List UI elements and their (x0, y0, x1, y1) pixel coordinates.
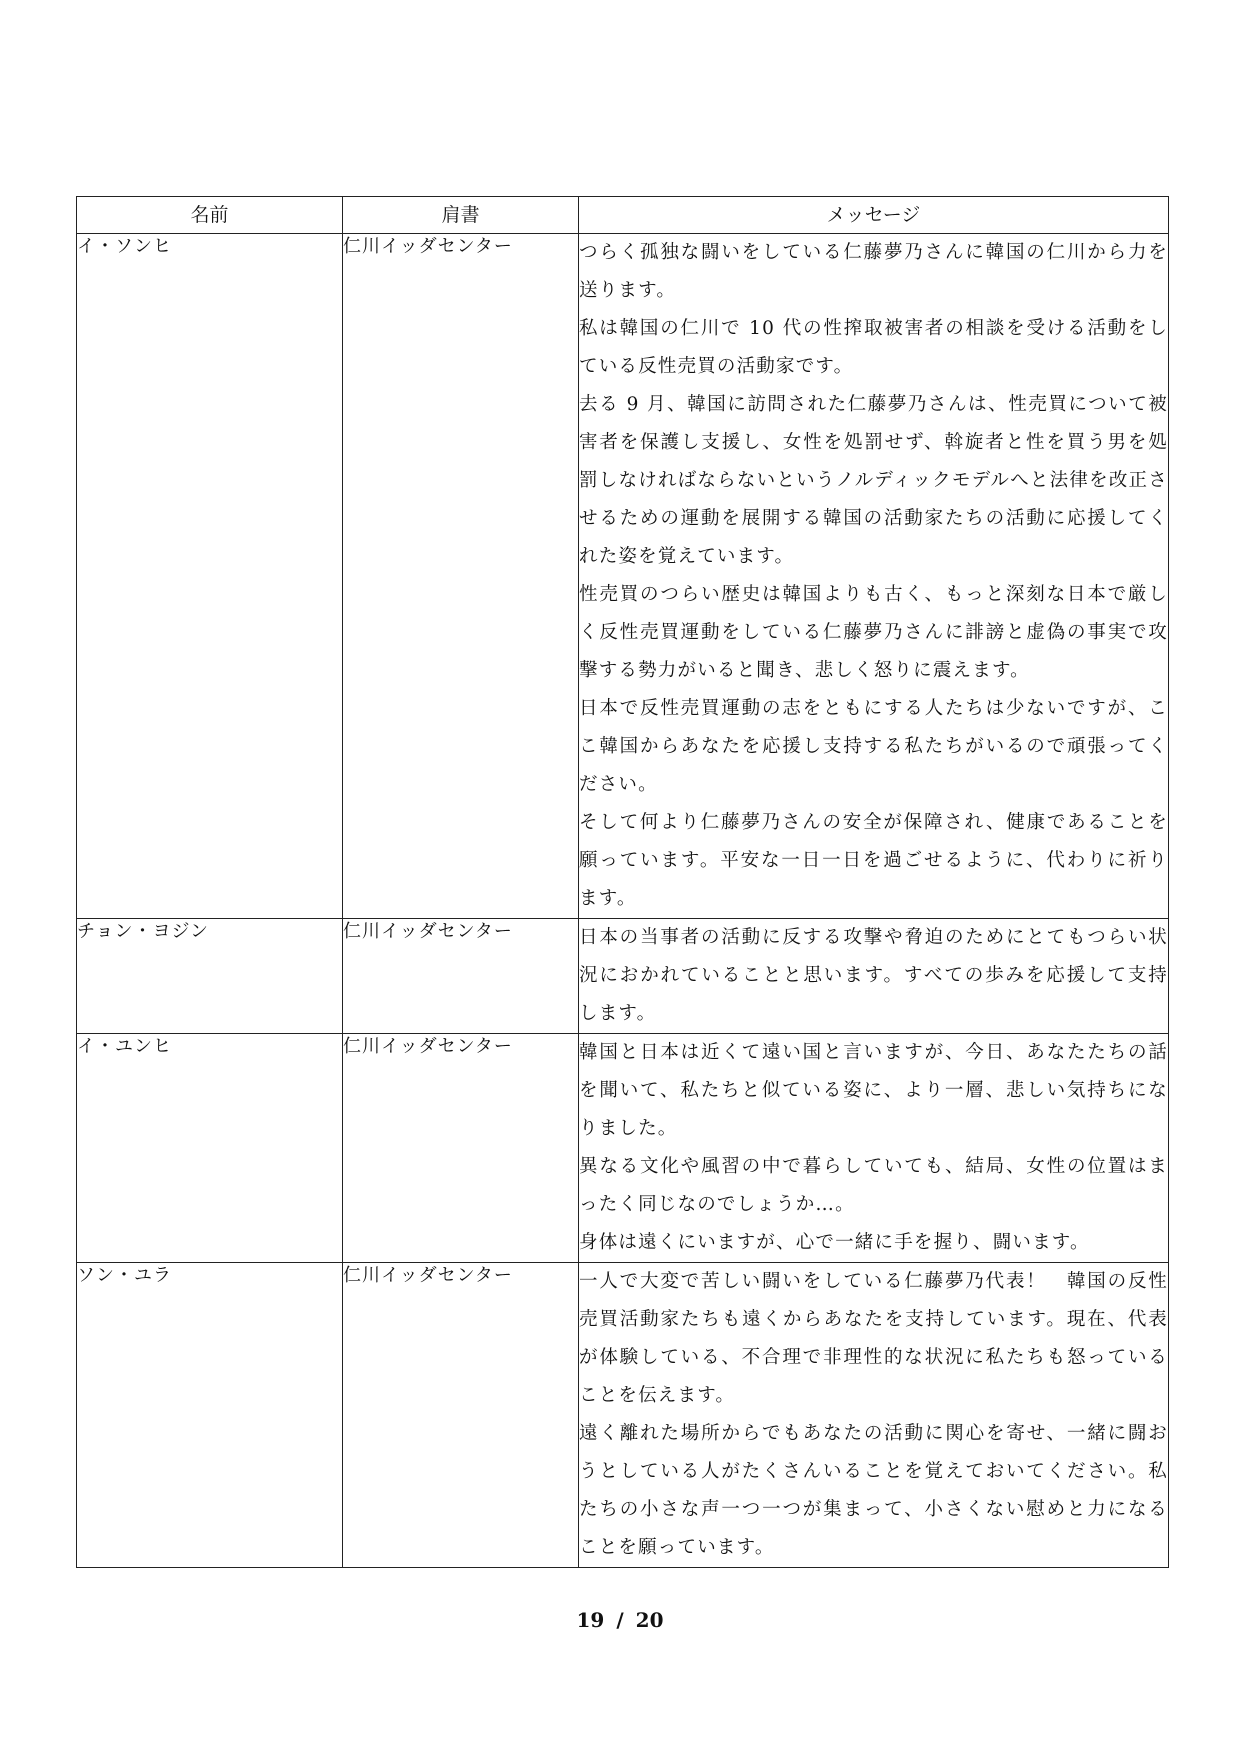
table-row (77, 919, 1169, 1034)
cell-title: 仁川イッダセンター (343, 1263, 579, 1568)
page-number (0, 1608, 1240, 1632)
cell-title: 仁川イッダセンター (343, 1034, 579, 1263)
message-paragraph: 日本で反性売買運動の志をともにする人たちは少ないですが、ここ韓国からあなたを応援し支持する私たちがいるので頑張ってください。 (579, 698, 1168, 795)
current-page: 19 (576, 1608, 605, 1632)
header-message: メッセージ (579, 197, 1169, 234)
cell-title: 仁川イッダセンター (343, 919, 579, 1034)
message-paragraph: 一人で大変で苦しい闘いをしている仁藤夢乃代表！ 韓国の反性売買活動家たちも遠くからあなたを支持しています。現在、代表が体験している、不合理で非理性的な状況に私たちも怒っていることを伝えます。 (579, 1271, 1168, 1406)
message-paragraph: 身体は遠くにいますが、心で一緒に手を握り、闘います。 (579, 1232, 1090, 1253)
header-title: 肩書 (343, 197, 579, 234)
message-paragraph: 日本の当事者の活動に反する攻撃や脅迫のためにとてもつらい状況におかれていることと思います。すべての歩みを応援して支持します。 (579, 927, 1168, 1024)
total-pages: 20 (635, 1608, 664, 1632)
table-row (77, 1263, 1169, 1568)
message-paragraph: そして何より仁藤夢乃さんの安全が保障され、健康であることを願っています。平安な一日一日を過ごせるように、代わりに祈ります。 (579, 812, 1168, 909)
cell-name: チョン・ヨジン (77, 919, 343, 1034)
message-paragraph: 異なる文化や風習の中で暮らしていても、結局、女性の位置はまったく同じなのでしょうか…。 (579, 1156, 1168, 1215)
cell-name: ソン・ユラ (77, 1263, 343, 1568)
message-table (76, 196, 1169, 1568)
cell-message (579, 919, 1169, 1034)
page-separator: / (616, 1608, 624, 1632)
table-header-row (77, 197, 1169, 234)
message-paragraph: つらく孤独な闘いをしている仁藤夢乃さんに韓国の仁川から力を送ります。 (579, 242, 1168, 301)
cell-message (579, 1034, 1169, 1263)
message-paragraph: 性売買のつらい歴史は韓国よりも古く、もっと深刻な日本で厳しく反性売買運動をしている仁藤夢乃さんに誹謗と虚偽の事実で攻撃する勢力がいると聞き、悲しく怒りに震えます。 (579, 584, 1168, 681)
cell-name: イ・ソンヒ (77, 234, 343, 919)
header-name: 名前 (77, 197, 343, 234)
message-paragraph: 韓国と日本は近くて遠い国と言いますが、今日、あなたたちの話を聞いて、私たちと似ている姿に、より一層、悲しい気持ちになりました。 (579, 1042, 1168, 1139)
message-paragraph: 遠く離れた場所からでもあなたの活動に関心を寄せ、一緒に闘おうとしている人がたくさんいることを覚えておいてください。私たちの小さな声一つ一つが集まって、小さくない慰めと力になることを願っています。 (579, 1423, 1168, 1558)
cell-title: 仁川イッダセンター (343, 234, 579, 919)
message-paragraph: 私は韓国の仁川で 10 代の性搾取被害者の相談を受ける活動をしている反性売買の活動家です。 (579, 318, 1168, 377)
table-row (77, 1034, 1169, 1263)
message-paragraph: 去る 9 月、韓国に訪問された仁藤夢乃さんは、性売買について被害者を保護し支援し、女性を処罰せず、斡旋者と性を買う男を処罰しなければならないというノルディックモデルへと法律を改正させるための運動を展開する韓国の活動家たちの活動に応援してくれた姿を覚えています。 (579, 394, 1168, 567)
cell-message (579, 1263, 1169, 1568)
cell-name: イ・ユンヒ (77, 1034, 343, 1263)
table-row (77, 234, 1169, 919)
cell-message (579, 234, 1169, 919)
